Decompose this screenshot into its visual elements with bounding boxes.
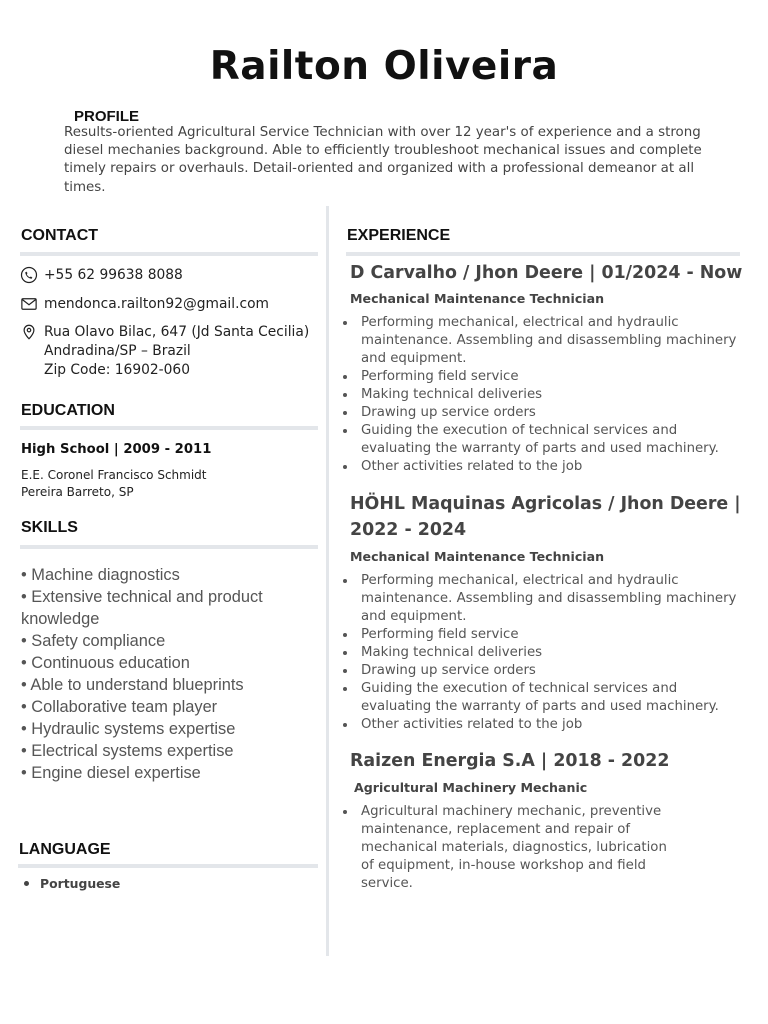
experience-rule <box>346 252 740 256</box>
address-line-3: Zip Code: 16902-060 <box>44 362 190 378</box>
contact-phone <box>20 266 183 285</box>
skill-item: • Extensive technical and product knowledge <box>21 588 263 628</box>
skills-rule <box>20 545 318 549</box>
skill-item: • Engine diesel expertise <box>21 764 201 782</box>
language-rule <box>18 864 318 868</box>
duty-item: Making technical deliveries <box>361 386 749 404</box>
skill-item: • Hydraulic systems expertise <box>21 720 236 738</box>
bullet-dot <box>24 881 29 886</box>
duty-item: Guiding the execution of technical services and evaluating the warranty of parts and used machinery. <box>361 422 749 458</box>
job-title: D Carvalho / Jhon Deere | 01/2024 - Now <box>350 263 743 283</box>
language-item <box>24 876 120 891</box>
skill-item: • Machine diagnostics <box>21 566 180 584</box>
skills-list <box>21 564 311 784</box>
profile-summary: Results-oriented Agricultural Service Technician with over 12 year's of experience and a strong diesel mechanies background. Able to efficiently troubleshoot mechanical issues and complete timely repairs or overhauls. Detail-oriented and organized with a professional demeanor at all times. <box>64 125 702 195</box>
job-role: Mechanical Maintenance Technician <box>350 549 605 564</box>
skill-item: • Able to understand blueprints <box>21 676 244 694</box>
job-role: Mechanical Maintenance Technician <box>350 291 605 306</box>
skill-item: • Collaborative team player <box>21 698 218 716</box>
candidate-name: Railton Oliveira <box>209 44 559 89</box>
duty-item: Guiding the execution of technical services and evaluating the warranty of parts and used machinery. <box>361 680 749 716</box>
contact-heading: CONTACT <box>21 227 99 244</box>
address-line-1: Rua Olavo Bilac, 647 (Jd Santa Cecilia) <box>44 324 310 340</box>
duty-item: Performing field service <box>361 626 749 644</box>
education-rule <box>20 426 318 430</box>
language-heading: LANGUAGE <box>19 841 111 858</box>
profile-heading: PROFILE <box>74 108 140 125</box>
duty-item: Making technical deliveries <box>361 644 749 662</box>
experience-heading: EXPERIENCE <box>347 227 451 244</box>
duty-item: Performing mechanical, electrical and hydraulic maintenance. Assembling and disassembling machinery and equipment. <box>361 572 749 626</box>
education-heading: EDUCATION <box>21 402 115 419</box>
job-title: HÖHL Maquinas Agricolas / Jhon Deere | 2022 - 2024 <box>350 494 741 540</box>
duty-item: Drawing up service orders <box>361 662 749 680</box>
phone-number: +55 62 99638 8088 <box>44 267 183 283</box>
duty-item: Performing field service <box>361 368 749 386</box>
duty-item: Performing mechanical, electrical and hydraulic maintenance. Assembling and disassembling machinery and equipment. <box>361 314 749 368</box>
job-role: Agricultural Machinery Mechanic <box>354 780 588 795</box>
job-duties <box>361 572 749 734</box>
education-city: Pereira Barreto, SP <box>21 485 134 499</box>
language-name: Portuguese <box>40 876 121 891</box>
contact-rule <box>20 252 318 256</box>
email-address: mendonca.railton92@gmail.com <box>44 296 269 312</box>
envelope-icon <box>20 295 38 313</box>
skills-heading: SKILLS <box>21 519 78 536</box>
phone-icon <box>20 266 38 284</box>
duty-item: Other activities related to the job <box>361 716 749 734</box>
skill-item: • Continuous education <box>21 654 190 672</box>
duty-item: Agricultural machinery mechanic, preventive maintenance, replacement and repair of mechanical materials, diagnostics, lubrication of equipment, in-house workshop and field service. <box>361 803 673 893</box>
education-title: High School | 2009 - 2011 <box>21 442 212 457</box>
duty-item: Other activities related to the job <box>361 458 749 476</box>
job-duties <box>361 803 673 893</box>
skill-item: • Electrical systems expertise <box>21 742 234 760</box>
duty-item: Drawing up service orders <box>361 404 749 422</box>
contact-email <box>20 295 269 314</box>
skill-item: • Safety compliance <box>21 632 166 650</box>
job-duties <box>361 314 749 476</box>
address-line-2: Andradina/SP – Brazil <box>44 343 191 359</box>
job-title: Raizen Energia S.A | 2018 - 2022 <box>350 751 670 771</box>
education-school: E.E. Coronel Francisco Schmidt <box>21 468 207 482</box>
column-divider <box>326 206 329 956</box>
contact-address <box>20 323 309 380</box>
map-pin-icon <box>20 323 38 341</box>
